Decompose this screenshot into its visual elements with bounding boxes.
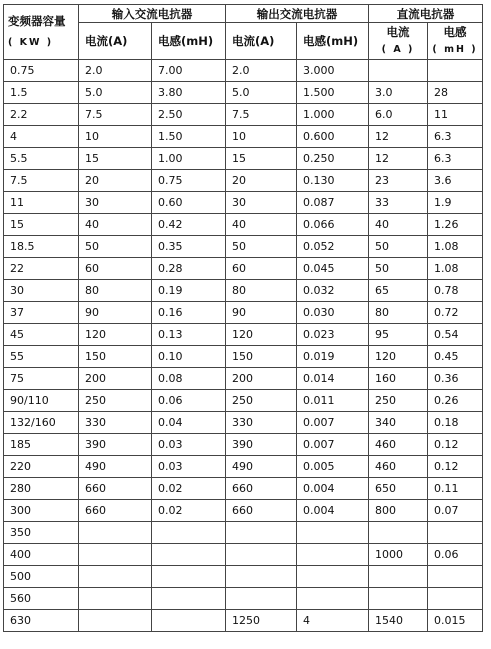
table-row — [4, 126, 483, 148]
input-current-cell: 90 — [79, 302, 152, 324]
table-row — [4, 456, 483, 478]
header-group-row — [4, 5, 483, 23]
output-current-cell: 390 — [226, 434, 297, 456]
dc-reactor-header: 直流电抗器 — [369, 5, 483, 23]
output-current-cell: 10 — [226, 126, 297, 148]
dc-current-label: 电流 — [386, 25, 410, 39]
output-current-cell: 20 — [226, 170, 297, 192]
output-inductance-cell: 0.250 — [297, 148, 369, 170]
input-current-cell: 20 — [79, 170, 152, 192]
dc-current-cell: 80 — [369, 302, 428, 324]
output-current-cell: 660 — [226, 478, 297, 500]
capacity-cell: 45 — [4, 324, 79, 346]
dc-inductance-cell: 0.54 — [428, 324, 483, 346]
dc-inductance-cell: 6.3 — [428, 126, 483, 148]
dc-current-cell: 40 — [369, 214, 428, 236]
dc-current-unit: ( A ) — [381, 44, 415, 55]
output-inductance-cell — [297, 588, 369, 610]
output-ac-reactor-header: 输出交流电抗器 — [226, 5, 369, 23]
input-ac-reactor-header: 输入交流电抗器 — [79, 5, 226, 23]
output-inductance-cell: 0.004 — [297, 500, 369, 522]
input-current-cell: 15 — [79, 148, 152, 170]
table-row — [4, 478, 483, 500]
output-current-cell: 490 — [226, 456, 297, 478]
dc-current-cell: 460 — [369, 434, 428, 456]
dc-current-cell: 95 — [369, 324, 428, 346]
dc-inductance-label: 电感 — [443, 25, 467, 39]
output-current-cell: 250 — [226, 390, 297, 412]
input-inductance-cell: 0.16 — [152, 302, 226, 324]
output-current-cell: 90 — [226, 302, 297, 324]
output-current-cell: 80 — [226, 280, 297, 302]
table-header — [4, 5, 483, 60]
capacity-label: 变频器容量 — [8, 14, 66, 28]
dc-inductance-cell: 6.3 — [428, 148, 483, 170]
dc-inductance-cell: 1.9 — [428, 192, 483, 214]
capacity-cell: 0.75 — [4, 60, 79, 82]
input-inductance-cell: 0.08 — [152, 368, 226, 390]
input-current-cell — [79, 522, 152, 544]
output-current-cell: 200 — [226, 368, 297, 390]
capacity-cell: 4 — [4, 126, 79, 148]
dc-current-header — [369, 23, 428, 60]
input-inductance-cell: 0.60 — [152, 192, 226, 214]
dc-current-cell: 33 — [369, 192, 428, 214]
input-current-cell: 10 — [79, 126, 152, 148]
output-current-cell: 50 — [226, 236, 297, 258]
capacity-cell: 220 — [4, 456, 79, 478]
output-inductance-cell: 0.019 — [297, 346, 369, 368]
input-inductance-cell: 2.50 — [152, 104, 226, 126]
capacity-cell: 1.5 — [4, 82, 79, 104]
table-row — [4, 170, 483, 192]
output-inductance-cell: 0.045 — [297, 258, 369, 280]
capacity-unit: ( KW ) — [8, 37, 54, 48]
output-current-cell: 2.0 — [226, 60, 297, 82]
dc-current-cell: 460 — [369, 456, 428, 478]
reactor-spec-table — [3, 4, 483, 632]
input-current-cell: 30 — [79, 192, 152, 214]
input-inductance-cell: 0.13 — [152, 324, 226, 346]
dc-current-cell: 650 — [369, 478, 428, 500]
dc-current-cell: 1540 — [369, 610, 428, 632]
output-current-cell: 40 — [226, 214, 297, 236]
output-current-cell — [226, 588, 297, 610]
output-inductance-cell: 0.014 — [297, 368, 369, 390]
output-inductance-cell: 0.005 — [297, 456, 369, 478]
dc-inductance-cell: 0.45 — [428, 346, 483, 368]
output-current-header: 电流(A) — [226, 23, 297, 60]
output-inductance-cell: 0.066 — [297, 214, 369, 236]
dc-inductance-cell: 11 — [428, 104, 483, 126]
input-inductance-cell: 0.04 — [152, 412, 226, 434]
capacity-cell: 500 — [4, 566, 79, 588]
capacity-header — [4, 5, 79, 60]
capacity-cell: 400 — [4, 544, 79, 566]
table-row — [4, 236, 483, 258]
table-row — [4, 324, 483, 346]
output-inductance-header: 电感(mH) — [297, 23, 369, 60]
input-current-cell: 2.0 — [79, 60, 152, 82]
input-current-cell: 50 — [79, 236, 152, 258]
input-inductance-cell: 0.75 — [152, 170, 226, 192]
dc-inductance-cell: 0.78 — [428, 280, 483, 302]
capacity-cell: 90/110 — [4, 390, 79, 412]
dc-current-cell: 3.0 — [369, 82, 428, 104]
table-row — [4, 610, 483, 632]
output-current-cell: 330 — [226, 412, 297, 434]
dc-inductance-cell: 3.6 — [428, 170, 483, 192]
input-current-cell: 330 — [79, 412, 152, 434]
table-row — [4, 588, 483, 610]
output-inductance-cell: 0.004 — [297, 478, 369, 500]
input-inductance-cell: 3.80 — [152, 82, 226, 104]
input-inductance-cell: 1.50 — [152, 126, 226, 148]
input-current-cell: 120 — [79, 324, 152, 346]
input-current-cell: 390 — [79, 434, 152, 456]
input-inductance-header: 电感(mH) — [152, 23, 226, 60]
input-current-cell — [79, 610, 152, 632]
output-current-cell: 1250 — [226, 610, 297, 632]
output-current-cell: 15 — [226, 148, 297, 170]
output-current-cell: 60 — [226, 258, 297, 280]
output-current-cell: 660 — [226, 500, 297, 522]
table-row — [4, 148, 483, 170]
input-inductance-cell: 0.35 — [152, 236, 226, 258]
input-current-cell: 490 — [79, 456, 152, 478]
capacity-cell: 280 — [4, 478, 79, 500]
input-inductance-cell: 0.42 — [152, 214, 226, 236]
capacity-cell: 22 — [4, 258, 79, 280]
output-inductance-cell: 0.087 — [297, 192, 369, 214]
dc-inductance-cell: 1.08 — [428, 258, 483, 280]
capacity-cell: 5.5 — [4, 148, 79, 170]
output-inductance-cell: 0.032 — [297, 280, 369, 302]
dc-current-cell: 1000 — [369, 544, 428, 566]
capacity-cell: 30 — [4, 280, 79, 302]
table-row — [4, 82, 483, 104]
output-inductance-cell: 0.030 — [297, 302, 369, 324]
output-inductance-cell — [297, 566, 369, 588]
capacity-cell: 75 — [4, 368, 79, 390]
capacity-cell: 132/160 — [4, 412, 79, 434]
dc-inductance-cell: 1.26 — [428, 214, 483, 236]
input-inductance-cell: 1.00 — [152, 148, 226, 170]
table-row — [4, 434, 483, 456]
output-current-cell: 120 — [226, 324, 297, 346]
input-inductance-cell: 0.28 — [152, 258, 226, 280]
output-inductance-cell: 0.052 — [297, 236, 369, 258]
dc-inductance-cell: 0.07 — [428, 500, 483, 522]
dc-current-cell: 800 — [369, 500, 428, 522]
output-inductance-cell: 1.500 — [297, 82, 369, 104]
capacity-cell: 11 — [4, 192, 79, 214]
dc-inductance-cell — [428, 522, 483, 544]
capacity-cell: 7.5 — [4, 170, 79, 192]
output-inductance-cell: 0.011 — [297, 390, 369, 412]
output-inductance-cell: 4 — [297, 610, 369, 632]
dc-current-cell: 250 — [369, 390, 428, 412]
capacity-cell: 350 — [4, 522, 79, 544]
dc-inductance-cell: 1.08 — [428, 236, 483, 258]
table-row — [4, 258, 483, 280]
dc-inductance-cell: 28 — [428, 82, 483, 104]
dc-inductance-cell — [428, 566, 483, 588]
dc-current-cell: 6.0 — [369, 104, 428, 126]
table-row — [4, 302, 483, 324]
table-row — [4, 412, 483, 434]
input-inductance-cell — [152, 544, 226, 566]
dc-inductance-cell: 0.72 — [428, 302, 483, 324]
output-current-cell — [226, 544, 297, 566]
dc-current-cell — [369, 566, 428, 588]
table-row — [4, 368, 483, 390]
dc-current-cell — [369, 60, 428, 82]
dc-inductance-cell: 0.18 — [428, 412, 483, 434]
input-inductance-cell — [152, 588, 226, 610]
output-inductance-cell: 0.007 — [297, 434, 369, 456]
table-row — [4, 214, 483, 236]
input-current-cell: 40 — [79, 214, 152, 236]
table-row — [4, 500, 483, 522]
capacity-cell: 18.5 — [4, 236, 79, 258]
input-inductance-cell: 0.03 — [152, 456, 226, 478]
table-row — [4, 566, 483, 588]
dc-current-cell: 340 — [369, 412, 428, 434]
output-inductance-cell — [297, 544, 369, 566]
capacity-cell: 2.2 — [4, 104, 79, 126]
dc-inductance-unit: ( mH ) — [432, 44, 478, 55]
output-inductance-cell: 1.000 — [297, 104, 369, 126]
output-inductance-cell: 3.000 — [297, 60, 369, 82]
capacity-cell: 185 — [4, 434, 79, 456]
dc-current-cell: 12 — [369, 148, 428, 170]
dc-inductance-cell: 0.06 — [428, 544, 483, 566]
input-current-cell: 60 — [79, 258, 152, 280]
table-row — [4, 280, 483, 302]
dc-inductance-cell: 0.11 — [428, 478, 483, 500]
capacity-cell: 55 — [4, 346, 79, 368]
output-inductance-cell: 0.007 — [297, 412, 369, 434]
output-current-cell — [226, 566, 297, 588]
dc-current-cell: 50 — [369, 258, 428, 280]
table-row — [4, 522, 483, 544]
capacity-cell: 630 — [4, 610, 79, 632]
dc-inductance-cell — [428, 60, 483, 82]
dc-inductance-cell: 0.36 — [428, 368, 483, 390]
output-current-cell: 5.0 — [226, 82, 297, 104]
input-current-cell — [79, 544, 152, 566]
input-current-cell: 150 — [79, 346, 152, 368]
input-current-cell — [79, 566, 152, 588]
dc-current-cell: 160 — [369, 368, 428, 390]
table-row — [4, 390, 483, 412]
input-inductance-cell: 0.02 — [152, 500, 226, 522]
dc-inductance-cell: 0.26 — [428, 390, 483, 412]
input-current-cell: 5.0 — [79, 82, 152, 104]
input-inductance-cell: 0.03 — [152, 434, 226, 456]
output-inductance-cell: 0.023 — [297, 324, 369, 346]
dc-current-cell: 23 — [369, 170, 428, 192]
input-current-cell: 250 — [79, 390, 152, 412]
output-current-cell — [226, 522, 297, 544]
capacity-cell: 15 — [4, 214, 79, 236]
output-inductance-cell — [297, 522, 369, 544]
input-current-cell — [79, 588, 152, 610]
capacity-cell: 560 — [4, 588, 79, 610]
input-inductance-cell — [152, 522, 226, 544]
dc-inductance-cell — [428, 588, 483, 610]
dc-current-cell: 120 — [369, 346, 428, 368]
output-current-cell: 150 — [226, 346, 297, 368]
table-row — [4, 544, 483, 566]
input-current-cell: 660 — [79, 478, 152, 500]
dc-inductance-header — [428, 23, 483, 60]
input-current-cell: 200 — [79, 368, 152, 390]
input-inductance-cell: 0.10 — [152, 346, 226, 368]
dc-inductance-cell: 0.12 — [428, 434, 483, 456]
input-current-cell: 7.5 — [79, 104, 152, 126]
input-current-header: 电流(A) — [79, 23, 152, 60]
dc-current-cell — [369, 522, 428, 544]
output-inductance-cell: 0.600 — [297, 126, 369, 148]
dc-inductance-cell: 0.015 — [428, 610, 483, 632]
input-inductance-cell: 7.00 — [152, 60, 226, 82]
table-row — [4, 60, 483, 82]
dc-current-cell: 65 — [369, 280, 428, 302]
capacity-cell: 300 — [4, 500, 79, 522]
dc-current-cell: 12 — [369, 126, 428, 148]
output-current-cell: 30 — [226, 192, 297, 214]
input-inductance-cell: 0.06 — [152, 390, 226, 412]
input-inductance-cell: 0.19 — [152, 280, 226, 302]
capacity-cell: 37 — [4, 302, 79, 324]
input-current-cell: 80 — [79, 280, 152, 302]
input-inductance-cell — [152, 610, 226, 632]
table-body — [4, 60, 483, 632]
table-row — [4, 104, 483, 126]
table-row — [4, 192, 483, 214]
output-current-cell: 7.5 — [226, 104, 297, 126]
dc-inductance-cell: 0.12 — [428, 456, 483, 478]
input-current-cell: 660 — [79, 500, 152, 522]
dc-current-cell: 50 — [369, 236, 428, 258]
input-inductance-cell: 0.02 — [152, 478, 226, 500]
input-inductance-cell — [152, 566, 226, 588]
table-row — [4, 346, 483, 368]
dc-current-cell — [369, 588, 428, 610]
output-inductance-cell: 0.130 — [297, 170, 369, 192]
